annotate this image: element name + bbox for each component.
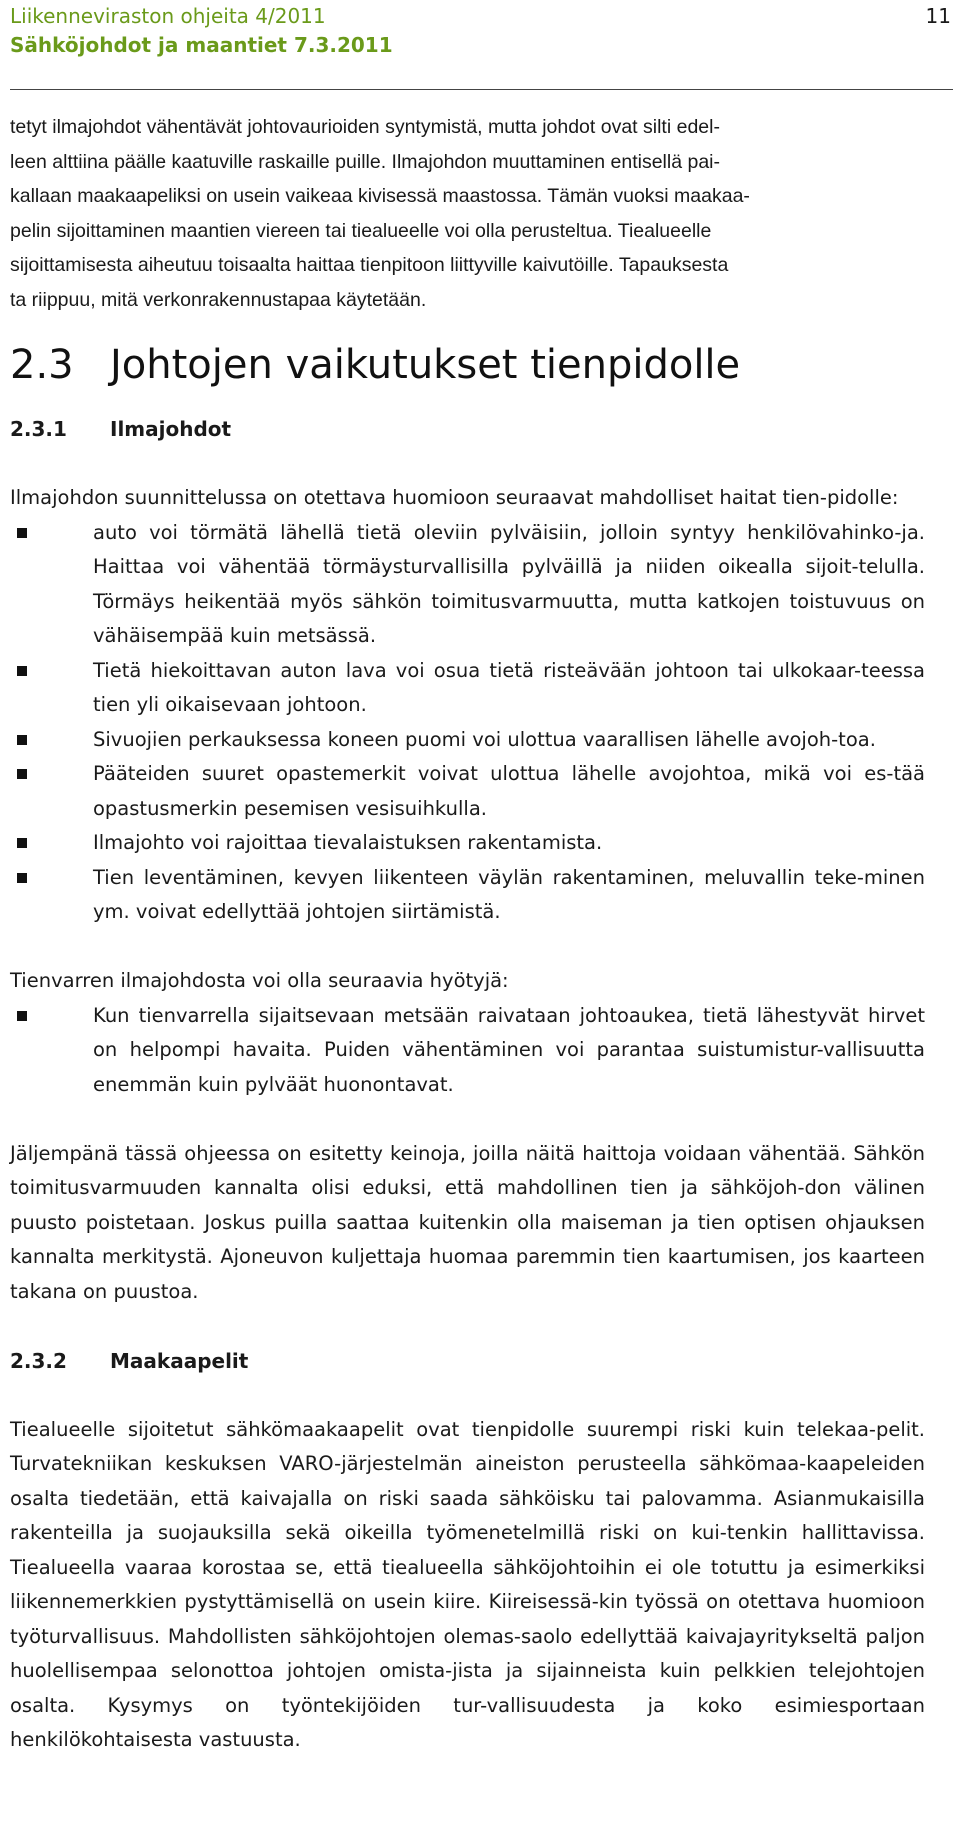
page-header [10,2,953,60]
subsection-title: Ilmajohdot [110,417,232,441]
intro-line: ta riippuu, mitä verkonrakennustapaa käytetään. [10,288,427,311]
subsection-title: Maakaapelit [110,1348,249,1373]
paragraph: Jäljempänä tässä ohjeessa on esitetty keinoja, joilla näitä haittoja voidaan vähentää. Sähkön toimitusvarmuuden kannalta olisi eduksi, että mahdollinen tien ja sähköjoh-don välinen puusto poistetaan. Joskus puilla saattaa kuitenkin olla maiseman ja tien optisen ohjauksen kannalta merkitystä. Ajoneuvon kuljettaja huomaa paremmin tien kaartumisen, jos kaarteen takana on puustoa. [10,1141,925,1303]
subsection-heading-2-3-2 [10,1344,925,1379]
bullet-icon [17,735,27,745]
bullet-icon [17,838,27,848]
header-divider [10,89,953,90]
hazard-list [10,516,925,930]
list-item: Ilmajohto voi rajoittaa tievalaistuksen rakentamista. [10,826,925,861]
subsection-heading-2-3-1 [10,412,925,447]
subsection-number: 2.3.2 [10,1348,67,1373]
section-title: Johtojen vaikutukset tienpidolle [110,342,741,388]
list-item: auto voi törmätä lähellä tietä oleviin pylväisiin, jolloin syntyy henkilövahinko-ja. Haittaa voi vähentää törmäysturvallisilla pylväillä ja niiden oikealla sijoit-telulla. Törmäys heikentää myös sähkön toimitusvarmuutta, mutta katkojen toistuvuus on vähäisempää kuin metsässä. [10,516,925,654]
intro-line: sijoittamisesta aiheutuu toisaalta haittaa tienpitoon liittyville kaivutöille. Tapauksesta [10,254,729,276]
bullet-icon [17,873,27,883]
subsection-number: 2.3.1 [10,417,67,441]
paragraph: Ilmajohdon suunnittelussa on otettava huomioon seuraavat mahdolliset haitat tien-pidolle: [10,486,899,509]
list-item: Sivuojien perkauksessa koneen puomi voi ulottua vaarallisen lähelle avojoh-toa. [10,723,925,758]
document-subtitle: Sähköjohdot ja maantiet 7.3.2011 [10,33,393,57]
section-heading-2-3 [10,340,925,390]
bullet-icon [17,1011,27,1021]
list-item: Kun tienvarrella sijaitsevaan metsään raivataan johtoaukea, tietä lähestyvät hirvet on helpompi havaita. Puiden vähentäminen voi parantaa suistumistur-vallisuutta enemmän kuin pylväät huonontavat. [10,999,925,1103]
bullet-icon [17,528,27,538]
publication-title: Liikenneviraston ohjeita 4/2011 [10,4,326,28]
paragraph: Tienvarren ilmajohdosta voi olla seuraavia hyötyjä: [10,969,509,992]
paragraph: Tiealueelle sijoitetut sähkömaakaapelit ovat tienpidolle suurempi riski kuin telekaa-pelit. Turvatekniikan keskuksen VARO-järjestelmän aineiston perusteella sähkömaa-kaapeleiden osalta tiedetään, että kaivajalla on riski saada sähköisku tai palovamma. Asianmukaisilla rakenteilla ja suojauksilla sekä oikeilla työmenetelmillä riski on kui-tenkin hallittavissa. Tiealueella vaaraa korostaa se, että tiealueella sähköjohtoihin ei ole totuttu ja esimerkiksi liikennemerkkien pystyttämisellä on usein kiire. Kiireisessä-kin työssä on otettava huomioon työturvallisuus. Mahdollisten sähköjohtojen olemas-saolo edellyttää kaivajayritykseltä paljon huolellisempaa selonottoa johtojen omista-jista ja sijainneista kuin pelkkien telejohtojen osalta. Kysymys on työntekijöiden tur-vallisuudesta ja koko esimiesportaan henkilökohtaisesta vastuusta. [10,1417,925,1751]
intro-line: pelin sijoittaminen maantien viereen tai tiealueelle voi olla perusteltua. Tiealueelle [10,219,712,242]
intro-line: tetyt ilmajohdot vähentävät johtovaurioiden syntymistä, mutta johdot ovat silti edel- [10,116,720,138]
bullet-icon [17,769,27,779]
page-content [10,110,925,1758]
page-number: 11 [925,4,951,28]
benefit-list [10,999,925,1103]
list-item: Tietä hiekoittavan auton lava voi osua tietä risteävään johtoon tai ulkokaar-teessa tien yli oikaisevaan johtoon. [10,654,925,723]
intro-paragraph [10,110,925,317]
intro-line: kallaan maakaapeliksi on usein vaikeaa kivisessä maastossa. Tämän vuoksi maakaa- [10,185,750,207]
intro-line: leen alttiina päälle kaatuville raskaille puille. Ilmajohdon muuttaminen entisellä pai- [10,150,720,173]
list-item: Pääteiden suuret opastemerkit voivat ulottua lähelle avojohtoa, mikä voi es-tää opastusmerkin pesemisen vesisuihkulla. [10,757,925,826]
list-item: Tien leventäminen, kevyen liikenteen väylän rakentaminen, meluvallin teke-minen ym. voivat edellyttää johtojen siirtämistä. [10,861,925,930]
bullet-icon [17,666,27,676]
section-number: 2.3 [10,342,74,388]
